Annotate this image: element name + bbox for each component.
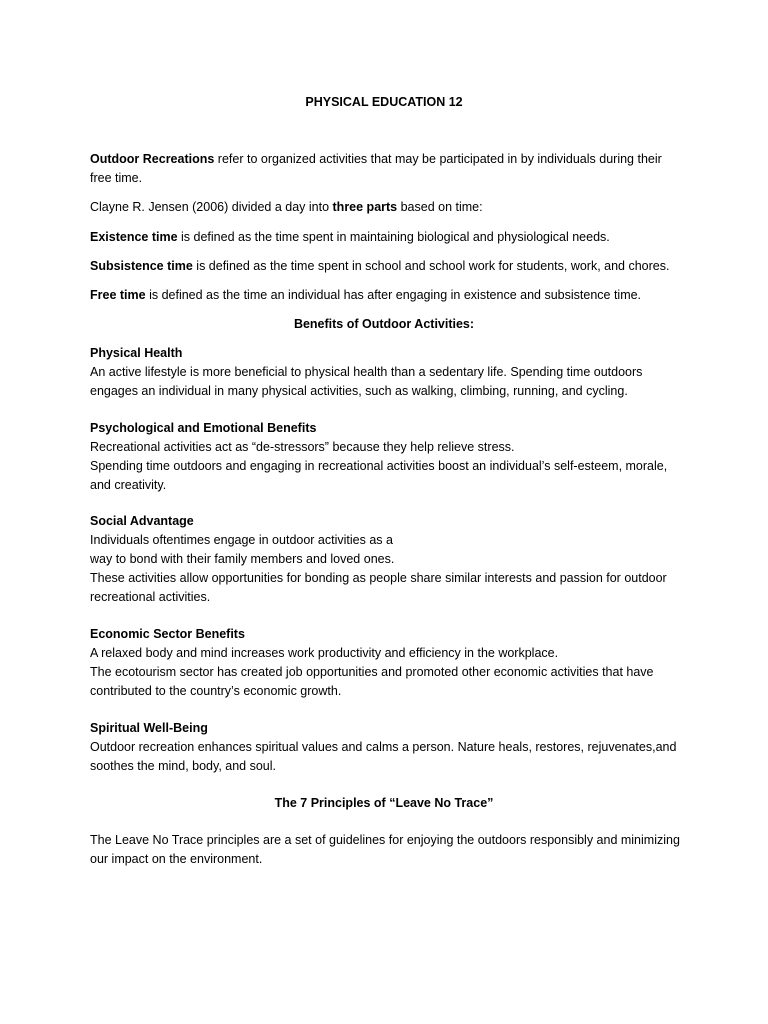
- free-time-text: is defined as the time an individual has after engaging in existence and subsistence time.: [145, 288, 642, 302]
- existence-text: is defined as the time spent in maintaining biological and physiological needs.: [177, 230, 610, 244]
- benefit-psychological: [90, 419, 680, 495]
- benefit-economic: [90, 625, 680, 701]
- benefit-heading: Psychological and Emotional Benefits: [90, 421, 317, 435]
- benefit-heading: Economic Sector Benefits: [90, 627, 245, 641]
- subsistence-paragraph: [90, 257, 680, 276]
- benefit-physical-health: [90, 344, 680, 401]
- benefit-line: Outdoor recreation enhances spiritual values and calms a person. Nature heals, restores, rejuvenates,and soothes the mind, body, and soul.: [90, 740, 677, 773]
- benefit-line: Individuals oftentimes engage in outdoor activities as a: [90, 533, 393, 547]
- intro-paragraph: [90, 150, 680, 188]
- benefit-line: Spending time outdoors and engaging in recreational activities boost an individual’s self-esteem, morale, and creativity.: [90, 459, 668, 492]
- benefit-heading: Spiritual Well-Being: [90, 721, 208, 735]
- benefit-spiritual: [90, 719, 680, 776]
- benefit-line: way to bond with their family members and loved ones.: [90, 552, 395, 566]
- jensen-bold: three parts: [332, 200, 398, 214]
- jensen-post: based on time:: [397, 200, 483, 214]
- jensen-paragraph: [90, 198, 680, 217]
- existence-paragraph: [90, 228, 680, 247]
- benefit-line: An active lifestyle is more beneficial to physical health than a sedentary life. Spending time outdoors engages an individual in many physical activities, such as walking, climbing, running, and cycling.: [90, 365, 643, 398]
- free-time-paragraph: [90, 286, 680, 305]
- benefit-social: [90, 512, 680, 607]
- benefit-heading: Physical Health: [90, 346, 183, 360]
- subsistence-term: Subsistence time: [90, 259, 193, 273]
- benefit-line: Recreational activities act as “de-stressors” because they help relieve stress.: [90, 440, 515, 454]
- benefit-heading: Social Advantage: [90, 514, 194, 528]
- subsistence-text: is defined as the time spent in school and school work for students, work, and chores.: [192, 259, 670, 273]
- intro-term: Outdoor Recreations: [90, 152, 215, 166]
- free-time-term: Free time: [90, 288, 146, 302]
- benefits-heading: Benefits of Outdoor Activities:: [293, 317, 475, 331]
- intro-text: refer to organized activities that may be participated in by individuals during their free time.: [90, 152, 662, 185]
- page-title: PHYSICAL EDUCATION 12: [305, 95, 463, 109]
- lnt-heading: The 7 Principles of “Leave No Trace”: [274, 796, 494, 810]
- lnt-paragraph: The Leave No Trace principles are a set of guidelines for enjoying the outdoors responsibly and minimizing our impact on the environment.: [90, 833, 680, 866]
- benefit-line: These activities allow opportunities for bonding as people share similar interests and passion for outdoor recreational activities.: [90, 571, 667, 604]
- jensen-pre: Clayne R. Jensen (2006) divided a day into: [90, 200, 333, 214]
- benefit-line: A relaxed body and mind increases work productivity and efficiency in the workplace.: [90, 646, 559, 660]
- existence-term: Existence time: [90, 230, 178, 244]
- benefit-line: The ecotourism sector has created job opportunities and promoted other economic activities that have contributed to the country’s economic growth.: [90, 665, 654, 698]
